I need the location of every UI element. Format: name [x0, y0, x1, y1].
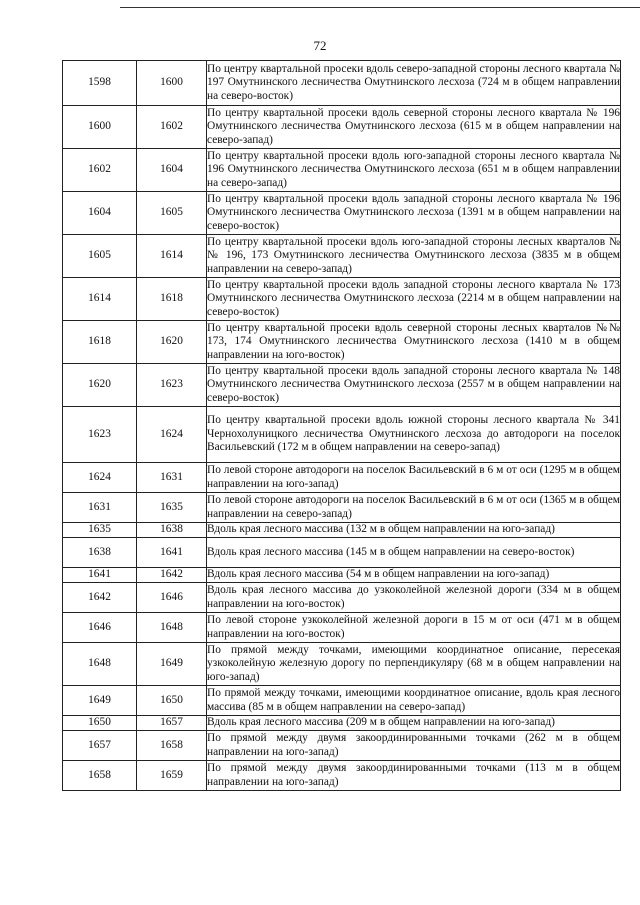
point-from-cell: 1598 [63, 61, 137, 106]
point-from-cell: 1638 [63, 538, 137, 568]
description-cell: По центру квартальной просеки вдоль северо-западной стороны лесного квартала № 197 Омутнинского лесничества Омутнинского лесхоза (724 м в общем направлении на северо-восток) [207, 61, 621, 106]
point-to-cell: 1602 [137, 106, 207, 149]
point-to-cell: 1658 [137, 731, 207, 761]
point-from-cell: 1624 [63, 463, 137, 493]
description-cell: По центру квартальной просеки вдоль западной стороны лесного квартала № 148 Омутнинского лесничества Омутнинского лесхоза (2557 м в общем направлении на северо-восток) [207, 364, 621, 407]
point-from-cell: 1614 [63, 278, 137, 321]
point-from-cell: 1600 [63, 106, 137, 149]
description-cell: По центру квартальной просеки вдоль юго-западной стороны лесного квартала № 196 Омутнинского лесничества Омутнинского лесхоза (651 м в общем направлении на северо-запад) [207, 149, 621, 192]
point-to-cell: 1623 [137, 364, 207, 407]
point-to-cell: 1635 [137, 493, 207, 523]
table-row [63, 523, 621, 538]
description-cell: По центру квартальной просеки вдоль южной стороны лесного квартала № 341 Чернохолуницкого лесничества Омутнинского лесхоза до автодороги на поселок Васильевский (172 м в общем направлении на северо-запад) [207, 407, 621, 463]
table-body [63, 61, 621, 791]
point-to-cell: 1650 [137, 686, 207, 716]
description-cell: По центру квартальной просеки вдоль северной стороны лесного квартала № 196 Омутнинского лесничества Омутнинского лесхоза (615 м в общем направлении на северо-запад) [207, 106, 621, 149]
description-cell: Вдоль края лесного массива (209 м в общем направлении на юго-запад) [207, 716, 621, 731]
table-row [63, 192, 621, 235]
point-to-cell: 1641 [137, 538, 207, 568]
point-from-cell: 1602 [63, 149, 137, 192]
point-to-cell: 1649 [137, 643, 207, 686]
point-from-cell: 1646 [63, 613, 137, 643]
table-row [63, 583, 621, 613]
table-row [63, 716, 621, 731]
table-row [63, 493, 621, 523]
table-row [63, 686, 621, 716]
description-cell: По прямой между точками, имеющими координатное описание, пересекая узкоколейную железную дорогу по перпендикуляру (68 м в общем направлении на юго-запад) [207, 643, 621, 686]
point-from-cell: 1620 [63, 364, 137, 407]
description-cell: По центру квартальной просеки вдоль северной стороны лесных кварталов №№ 173, 174 Омутнинского лесничества Омутнинского лесхоза (1410 м в общем направлении на юго-восток) [207, 321, 621, 364]
description-cell: Вдоль края лесного массива (145 м в общем направлении на северо-восток) [207, 538, 621, 568]
table-row [63, 235, 621, 278]
table-row [63, 149, 621, 192]
point-from-cell: 1623 [63, 407, 137, 463]
table-row [63, 463, 621, 493]
table-row [63, 538, 621, 568]
point-from-cell: 1658 [63, 761, 137, 791]
table-row [63, 731, 621, 761]
description-cell: По центру квартальной просеки вдоль западной стороны лесного квартала № 196 Омутнинского лесничества Омутнинского лесхоза (1391 м в общем направлении на северо-восток) [207, 192, 621, 235]
point-to-cell: 1600 [137, 61, 207, 106]
description-cell: По прямой между двумя закоординированными точками (262 м в общем направлении на юго-запад) [207, 731, 621, 761]
table-row [63, 364, 621, 407]
page-number: 72 [313, 38, 327, 53]
table-row [63, 643, 621, 686]
point-to-cell: 1648 [137, 613, 207, 643]
table-row [63, 613, 621, 643]
point-to-cell: 1624 [137, 407, 207, 463]
description-cell: По левой стороне автодороги на поселок Васильевский в 6 м от оси (1295 м в общем направлении на юго-запад) [207, 463, 621, 493]
point-from-cell: 1657 [63, 731, 137, 761]
boundary-description-table [62, 60, 621, 791]
top-rule [120, 7, 640, 8]
point-from-cell: 1649 [63, 686, 137, 716]
point-to-cell: 1642 [137, 568, 207, 583]
table-row [63, 568, 621, 583]
description-cell: По прямой между двумя закоординированными точками (113 м в общем направлении на юго-запад) [207, 761, 621, 791]
description-cell: Вдоль края лесного массива до узкоколейной железной дороги (334 м в общем направлении на юго-восток) [207, 583, 621, 613]
point-to-cell: 1620 [137, 321, 207, 364]
description-cell: По центру квартальной просеки вдоль западной стороны лесного квартала № 173 Омутнинского лесничества Омутнинского лесхоза (2214 м в общем направлении на северо-восток) [207, 278, 621, 321]
point-from-cell: 1650 [63, 716, 137, 731]
description-cell: Вдоль края лесного массива (54 м в общем направлении на юго-запад) [207, 568, 621, 583]
table-row [63, 278, 621, 321]
point-to-cell: 1631 [137, 463, 207, 493]
point-to-cell: 1638 [137, 523, 207, 538]
point-to-cell: 1618 [137, 278, 207, 321]
point-from-cell: 1618 [63, 321, 137, 364]
table-row [63, 61, 621, 106]
point-to-cell: 1614 [137, 235, 207, 278]
description-cell: Вдоль края лесного массива (132 м в общем направлении на юго-запад) [207, 523, 621, 538]
table-row [63, 106, 621, 149]
point-to-cell: 1605 [137, 192, 207, 235]
point-from-cell: 1648 [63, 643, 137, 686]
point-from-cell: 1642 [63, 583, 137, 613]
point-to-cell: 1646 [137, 583, 207, 613]
point-from-cell: 1605 [63, 235, 137, 278]
point-from-cell: 1631 [63, 493, 137, 523]
point-to-cell: 1604 [137, 149, 207, 192]
description-cell: По левой стороне автодороги на поселок Васильевский в 6 м от оси (1365 м в общем направлении на северо-запад) [207, 493, 621, 523]
description-cell: По левой стороне узкоколейной железной дороги в 15 м от оси (471 м в общем направлении на юго-восток) [207, 613, 621, 643]
point-from-cell: 1604 [63, 192, 137, 235]
table-row [63, 321, 621, 364]
point-from-cell: 1641 [63, 568, 137, 583]
point-from-cell: 1635 [63, 523, 137, 538]
description-cell: По прямой между точками, имеющими координатное описание, вдоль края лесного массива (85 м в общем направлении на северо-запад) [207, 686, 621, 716]
point-to-cell: 1659 [137, 761, 207, 791]
description-cell: По центру квартальной просеки вдоль юго-западной стороны лесных кварталов №№ 196, 173 Омутнинского лесничества Омутнинского лесхоза (3835 м в общем направлении на северо-запад) [207, 235, 621, 278]
table-row [63, 761, 621, 791]
table-row [63, 407, 621, 463]
point-to-cell: 1657 [137, 716, 207, 731]
